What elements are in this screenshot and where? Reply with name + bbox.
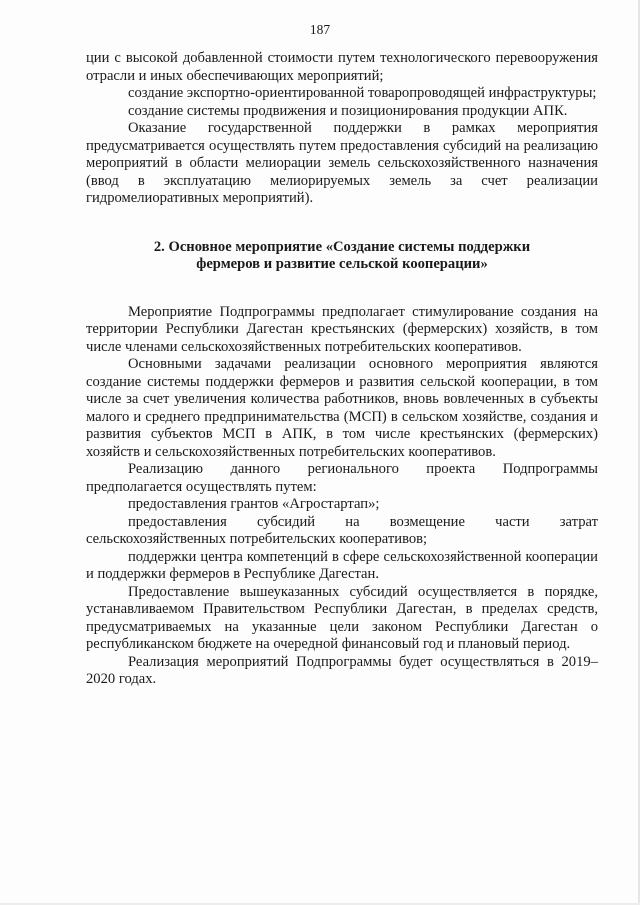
page-number: 187	[309, 22, 331, 37]
section-body	[86, 304, 598, 689]
paragraph: создание экспортно-ориентированной товаропроводящей инфраструктуры;	[128, 85, 597, 101]
list-item: предоставления субсидий на возмещение части затрат сельскохозяйственных потребительских кооперативов;	[86, 513, 598, 547]
section-heading-line: 2. Основное мероприятие «Создание системы поддержки	[153, 238, 531, 255]
paragraph: ции с высокой добавленной стоимости путем технологического перевооружения отрасли и иных обеспечивающих мероприятий;	[86, 50, 598, 84]
paragraph: Оказание государственной поддержки в рамках мероприятия предусматривается осуществлять путем предоставления субсидий на реализацию мероприятий в области мелиорации земель сельскохозяйственного назначения (ввод в эксплуатацию мелиорируемых земель за счет реализации гидромелиоративных мероприятий).	[86, 120, 598, 206]
section-heading-line: фермеров и развитие сельской кооперации»	[196, 256, 488, 272]
document-body	[86, 50, 598, 689]
paragraph: Реализация мероприятий Подпрограммы будет осуществляться в 2019–2020 годах.	[86, 653, 598, 687]
intro-section	[86, 50, 598, 208]
paragraph: Реализацию данного регионального проекта Подпрограммы предполагается осуществлять путем:	[86, 461, 598, 495]
paragraph: Предоставление вышеуказанных субсидий осуществляется в порядке, устанавливаемом Правительством Республики Дагестан, в пределах средств, предусматриваемых на указанные цели законом Республики Дагестан о республиканском бюджете на очередной финансовый год и плановый период.	[86, 583, 598, 652]
list-item: предоставления грантов «Агростартап»;	[128, 496, 380, 512]
paragraph: Основными задачами реализации основного мероприятия являются создание системы поддержки фермеров и развития сельской кооперации, в том числе за счет увеличения количества работников, вновь вовлеченных в субъекты малого и среднего предпринимательства (МСП) в сельском хозяйстве, создания и развития субъектов МСП в АПК, в том числе крестьянских (фермерских) хозяйств и сельскохозяйственных потребительских кооперативов.	[86, 356, 598, 460]
paragraph: создание системы продвижения и позиционирования продукции АПК.	[128, 102, 568, 119]
list-item: поддержки центра компетенций в сфере сельскохозяйственной кооперации и поддержки фермеров в Республике Дагестан.	[86, 548, 598, 582]
section-heading	[86, 239, 598, 274]
paragraph: Мероприятие Подпрограммы предполагает стимулирование создания на территории Республики Дагестан крестьянских (фермерских) хозяйств, в том числе членами сельскохозяйственных потребительских кооперативов.	[86, 303, 598, 355]
